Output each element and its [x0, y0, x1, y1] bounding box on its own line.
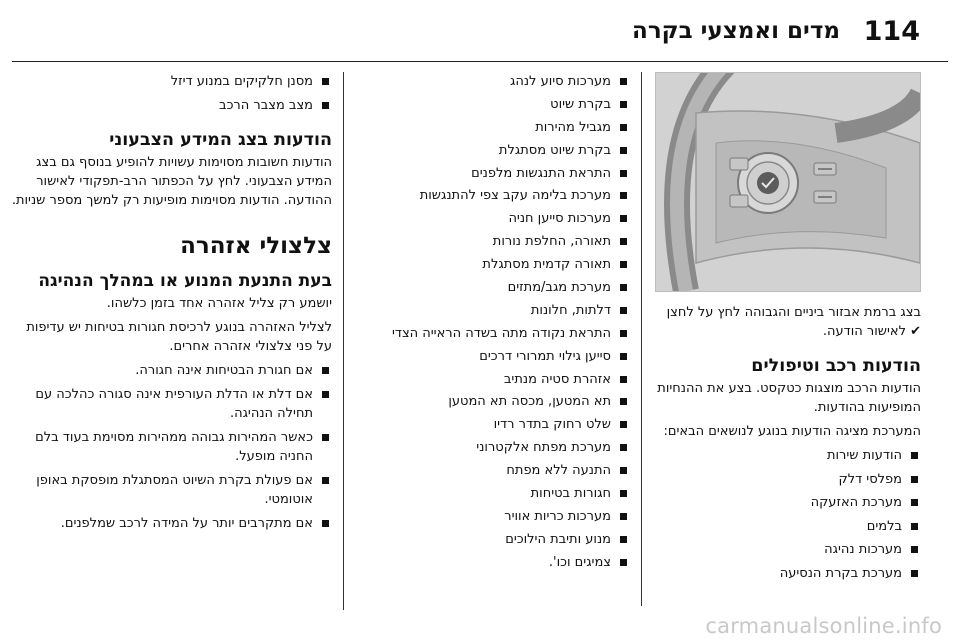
column-divider-left: [343, 72, 344, 610]
vehicle-messages-paragraph-1: הודעות הרכב מוצגות כטקסט. בצע את ההנחיות המופיעות בהודעות.: [657, 381, 921, 415]
list-item: מערכות נהיגה: [655, 540, 921, 559]
list-item: תאורה קדמית מסתגלת: [354, 255, 630, 274]
watermark: carmanualsonline.info: [705, 614, 942, 638]
list-item: אזהרת סטיה מנתיב: [354, 370, 630, 389]
vehicle-messages-paragraph-2: המערכת מציגה הודעות בנוגע לנושאים הבאים:: [663, 424, 921, 439]
list-item: מערכת בקרת הנסיעה: [655, 564, 921, 583]
list-item: מערכות כריות אוויר: [354, 507, 630, 526]
list-item: חגורות בטיחות: [354, 484, 630, 503]
list-item: התראת התנגשות מלפנים: [354, 164, 630, 183]
warning-chime-conditions-list: [10, 361, 332, 533]
list-item: מפלסי דלק: [655, 470, 921, 489]
list-item: אם פעולת בקרת השיוט המסתגלת מופסקת באופן אוטומטי.: [10, 471, 332, 509]
steering-wheel-controls-illustration: [655, 72, 921, 292]
header-rule: [12, 61, 948, 62]
list-item: תא המטען, מכסה תא המטען: [354, 392, 630, 411]
list-item: בקרת שיוט: [354, 95, 630, 114]
list-item: מערכת האזעקה: [655, 493, 921, 512]
list-item: התראת נקודה מתה בשדה הראייה הצדי: [354, 324, 630, 343]
list-item: מנוע ותיבת הילוכים: [354, 530, 630, 549]
page-header: [0, 0, 960, 62]
list-item: תאורה, החלפת נורות: [354, 232, 630, 251]
section-title-warning-chimes: צלצולי אזהרה: [180, 233, 332, 259]
list-item: סייען גילוי תמרורי דרכים: [354, 347, 630, 366]
list-item: בקרת שיוט מסתגלת: [354, 141, 630, 160]
warning-chimes-paragraph-2: לצליל האזהרה בנוגע לרכיסת חגורות בטיחות יש עדיפות על פני צלצולי אזהרה אחרים.: [26, 320, 332, 354]
list-item: מצב מצבר הרכב: [10, 96, 332, 115]
list-item: אם דלת או הדלת העורפית אינה סגורה כהלכה עם תחילה הנהיגה.: [10, 385, 332, 423]
list-item: מערכת מפתח אלקטרוני: [354, 438, 630, 457]
steering-wheel-icon: [656, 73, 920, 291]
image-caption: בצג ברמת אבזור ביניים והגבוהה לחץ על לחצן ✔ לאישור הודעה.: [666, 305, 921, 339]
list-item: אם מתקרבים יותר על המידה לרכב שמלפנים.: [10, 514, 332, 533]
list-item: כאשר המהירות גבוהה ממהירות מסוימת בעוד בלם החניה מופעל.: [10, 428, 332, 466]
list-item: צמיגים וכו'.: [354, 553, 630, 572]
list-item: בלמים: [655, 517, 921, 536]
page-number: 114: [863, 16, 920, 47]
list-item: מערכות סייען חניה: [354, 209, 630, 228]
list-item: התנעה ללא מפתח: [354, 461, 630, 480]
page-title: מדים ואמצעי בקרה: [632, 18, 840, 44]
list-item: מערכת מגב/מתזים: [354, 278, 630, 297]
middle-column: [354, 72, 630, 576]
left-column: [10, 72, 332, 538]
list-item: מגביל מהירות: [354, 118, 630, 137]
vehicle-message-topics-list-end: [10, 72, 332, 115]
warning-chimes-paragraph-1: יושמע רק צליל אזהרה אחד בזמן כלשהו.: [106, 296, 332, 311]
vehicle-message-topics-list-continued: [354, 72, 630, 572]
color-display-paragraph: הודעות חשובות מסוימות עשויות להופיע בנוסף גם בצג המידע הצבעוני. לחץ על הכפתור הרב-תפקודי לאישור ההודעה. הודעות מסוימות מופיעות רק למשך מספר שניות.: [11, 155, 332, 208]
list-item: מערכות סיוע לנהג: [354, 72, 630, 91]
list-item: מערכת בלימה עקב צפי להתנגשות: [354, 186, 630, 205]
list-item: הודעות שירות: [655, 446, 921, 465]
list-item: דלתות, חלונות: [354, 301, 630, 320]
section-title-vehicle-messages: הודעות רכב וטיפולים: [751, 356, 921, 376]
list-item: אם חגורת הבטיחות אינה חגורה.: [10, 361, 332, 380]
section-title-color-display-messages: הודעות בצג המידע הצבעוני: [109, 130, 332, 150]
column-divider-right: [641, 72, 642, 606]
list-item: שלט רחוק בתדר רדיו: [354, 415, 630, 434]
vehicle-message-topics-list: [655, 446, 921, 583]
list-item: מסנן חלקיקים במנוע דיזל: [10, 72, 332, 91]
right-column: [655, 72, 921, 587]
subsection-title-starting-driving: בעת התנעת המנוע או במהלך הנהיגה: [38, 271, 332, 291]
